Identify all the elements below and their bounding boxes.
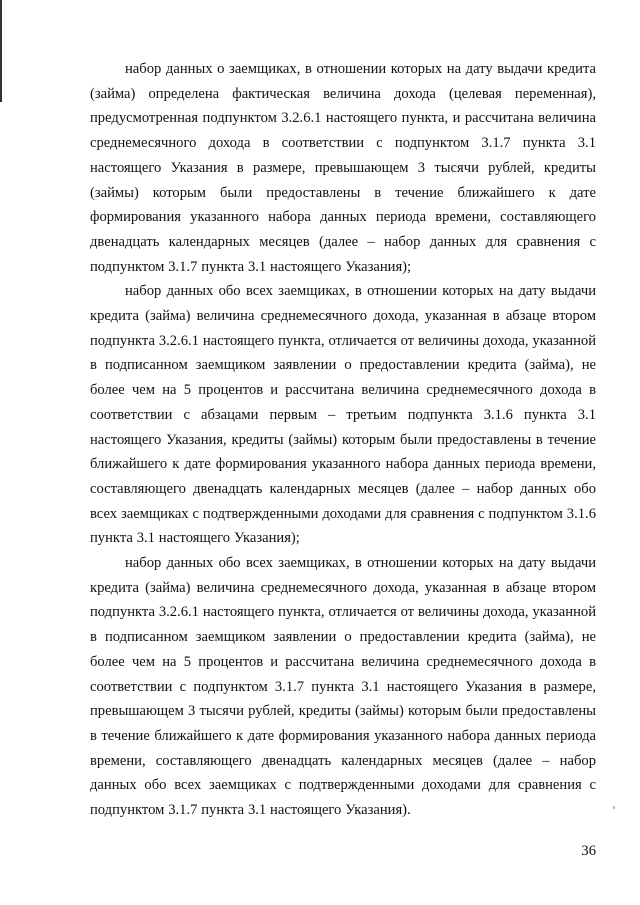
document-body (90, 57, 596, 823)
paragraph-dataset-confirmed-income-3-1-7: набор данных обо всех заемщиках, в отношении которых на дату выдачи кредита (займа) величина среднемесячного дохода, указанная в абзаце втором подпункта 3.2.6.1 настоящего пункта, отличается от величины дохода, указанной в подписанном заемщиком заявлении о предоставлении кредита (займа), не более чем на 5 процентов и рассчитана величина среднемесячного дохода в соответствии с подпунктом 3.1.7 пункта 3.1 настоящего Указания в размере, превышающем 3 тысячи рублей, кредиты (займы) которым были предоставлены в течение ближайшего к дате формирования указанного набора данных периода времени, составляющего двенадцать календарных месяцев (далее – набор данных обо всех заемщиках с подтвержденными доходами для сравнения с подпунктом 3.1.7 пункта 3.1 настоящего Указания). (90, 555, 596, 819)
paragraph-dataset-confirmed-income-3-1-6: набор данных обо всех заемщиках, в отношении которых на дату выдачи кредита (займа) величина среднемесячного дохода, указанная в абзаце втором подпункта 3.2.6.1 настоящего пункта, отличается от величины дохода, указанной в подписанном заемщиком заявлении о предоставлении кредита (займа), не более чем на 5 процентов и рассчитана величина среднемесячного дохода в соответствии с абзацами первым – третьим подпункта 3.1.6 пункта 3.1 настоящего Указания, кредиты (займы) которым были предоставлены в течение ближайшего к дате формирования указанного набора данных периода времени, составляющего двенадцать календарных месяцев (далее – набор данных обо всех заемщиках с подтвержденными доходами для сравнения с подпунктом 3.1.6 пункта 3.1 настоящего Указания); (90, 283, 596, 547)
page-number: 36 (581, 843, 596, 859)
scan-edge-mark (0, 0, 2, 102)
paragraph-dataset-income-comparison-3-1-7: набор данных о заемщиках, в отношении которых на дату выдачи кредита (займа) определена фактическая величина дохода (целевая переменная), предусмотренная подпунктом 3.2.6.1 настоящего пункта, и рассчитана величина среднемесячного дохода в соответствии с подпунктом 3.1.7 пункта 3.1 настоящего Указания в размере, превышающем 3 тысячи рублей, кредиты (займы) которым были предоставлены в течение ближайшего к дате формирования указанного набора данных периода времени, составляющего двенадцать календарных месяцев (далее – набор данных для сравнения с подпунктом 3.1.7 пункта 3.1 настоящего Указания); (90, 61, 596, 275)
scan-speck (613, 806, 615, 809)
